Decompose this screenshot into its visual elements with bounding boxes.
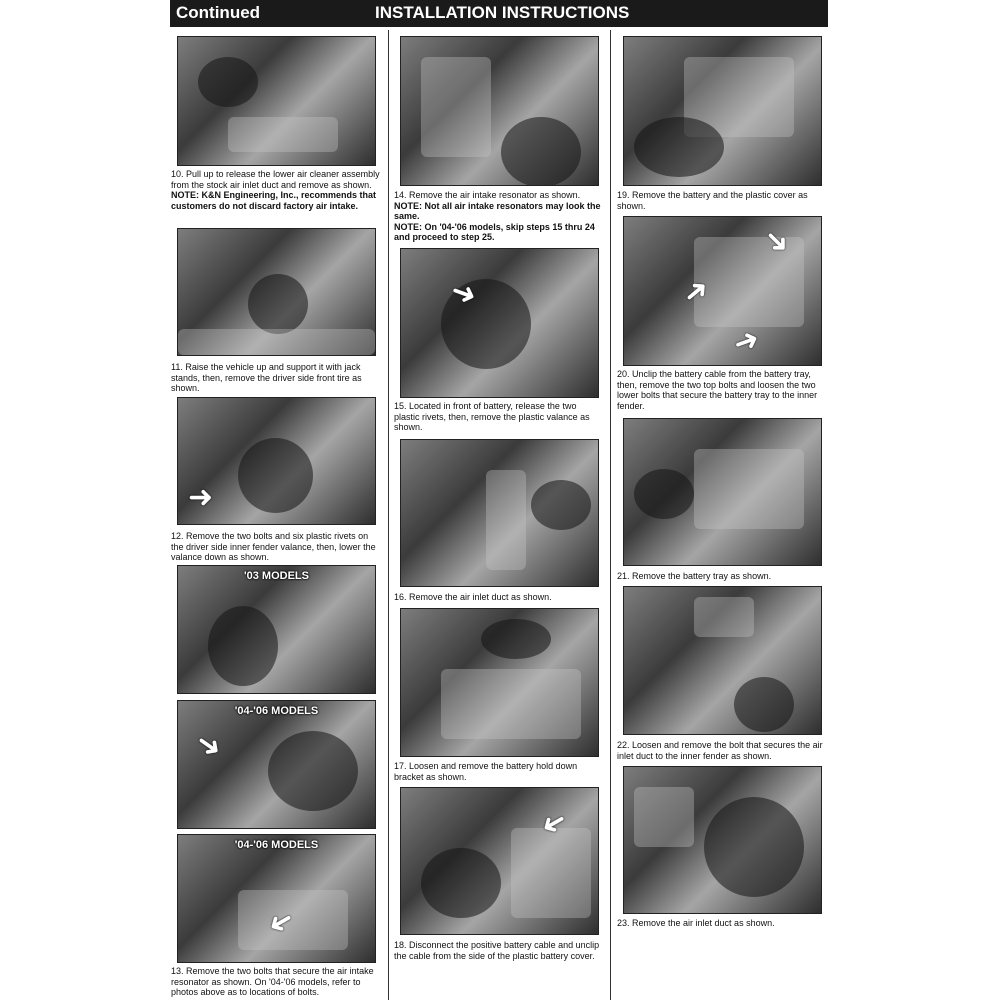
- arrow-icon: ➜: [676, 270, 717, 313]
- photo-step-18: [400, 787, 599, 935]
- caption-step-18: 18. Disconnect the positive battery cable and unclip the cable from the side of the plastic battery cover.: [394, 940, 600, 961]
- arrow-icon: ➜: [189, 724, 229, 767]
- continued-label: Continued: [176, 3, 261, 22]
- arrow-icon: ➜: [261, 901, 300, 944]
- caption-step-20: 20. Unclip the battery cable from the battery tray, then, remove the two top bolts and loosen the two lower bolts that secure the battery tray to the inner fender.: [617, 369, 818, 411]
- column-divider: [388, 30, 389, 1000]
- caption-step-23: 23. Remove the air inlet duct as shown.: [617, 918, 775, 928]
- caption-step-12: 12. Remove the two bolts and six plastic rivets on the driver side inner fender valance, then, lower the valance down as shown.: [171, 531, 376, 562]
- caption-step-22: 22. Loosen and remove the bolt that secures the air inlet duct to the inner fender as shown.: [617, 740, 823, 761]
- photo-step-13-b: [177, 700, 376, 829]
- photo-step-14: [400, 36, 599, 186]
- caption-step-19: 19. Remove the battery and the plastic cover as shown.: [617, 190, 808, 211]
- photo-step-22: [623, 586, 822, 735]
- caption-step-13: 13. Remove the two bolts that secure the air intake resonator as shown. On '04-'06 models, refer to photos above as to locations of bolts.: [171, 966, 374, 997]
- caption-step-11: 11. Raise the vehicle up and support it with jack stands, then, remove the driver side front tire as shown.: [171, 362, 362, 393]
- column-divider: [610, 30, 611, 1000]
- page-header: [170, 0, 828, 27]
- arrow-icon: ➜: [534, 802, 573, 845]
- photo-step-19: [623, 36, 822, 186]
- photo-step-15: [400, 248, 599, 398]
- photo-label: '03 MODELS: [244, 570, 309, 582]
- arrow-icon: ➜: [756, 221, 798, 263]
- photo-step-21: [623, 418, 822, 566]
- photo-step-23: [623, 766, 822, 914]
- caption-step-21: 21. Remove the battery tray as shown.: [617, 571, 772, 581]
- caption-step-16: 16. Remove the air inlet duct as shown.: [394, 592, 552, 602]
- photo-step-20: [623, 216, 822, 366]
- photo-step-16: [400, 439, 599, 587]
- photo-step-13-c: [177, 834, 376, 963]
- caption-step-15: 15. Located in front of battery, release the two plastic rivets, then, remove the plastic valance as shown.: [394, 401, 590, 432]
- photo-step-17: [400, 608, 599, 757]
- photo-label: '04-'06 MODELS: [234, 839, 319, 851]
- arrow-icon: ➜: [446, 273, 482, 314]
- caption-step-17: 17. Loosen and remove the battery hold down bracket as shown.: [394, 761, 578, 782]
- page-title: INSTALLATION INSTRUCTIONS: [375, 3, 630, 22]
- photo-step-12: [177, 397, 376, 525]
- photo-step-13-a: [177, 565, 376, 694]
- arrow-icon: ➜: [728, 321, 764, 362]
- photo-label: '04-'06 MODELS: [234, 705, 319, 717]
- arrow-icon: ➜: [188, 481, 214, 514]
- photo-step-10: [177, 36, 376, 166]
- caption-step-14: 14. Remove the air intake resonator as shown. NOTE: Not all air intake resonators may look the same. NOTE: On '04-'06 models, skip steps 15 thru 24 and proceed to step 25.: [394, 190, 601, 242]
- caption-step-10: 10. Pull up to release the lower air cleaner assembly from the stock air inlet duct and remove as shown. NOTE: K&N Engineering, Inc., recommends that customers do not discard factory air intake.: [171, 169, 380, 211]
- photo-step-11: [177, 228, 376, 356]
